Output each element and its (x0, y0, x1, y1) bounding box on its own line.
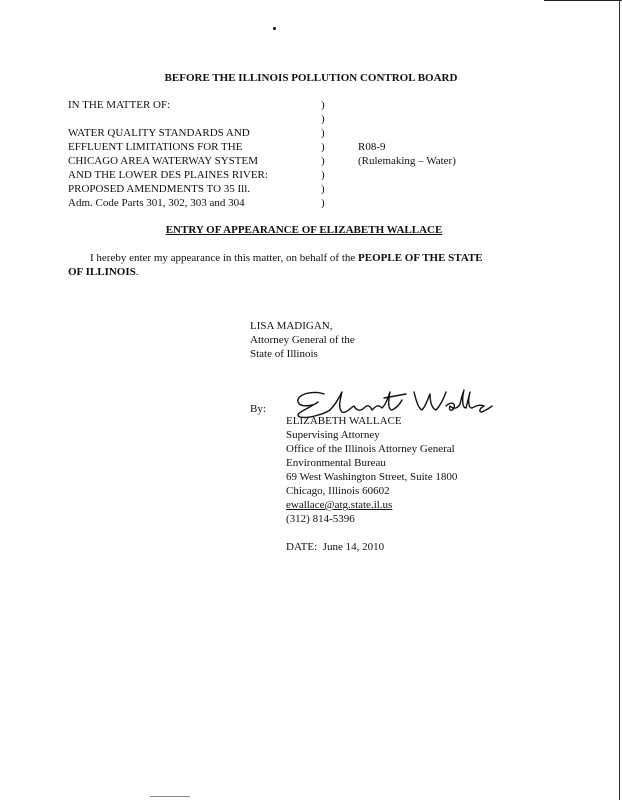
office-name: Office of the Illinois Attorney General (286, 443, 455, 455)
caption-line: WATER QUALITY STANDARDS AND (68, 127, 250, 139)
caption-block (68, 98, 318, 210)
body-line-2 (68, 265, 139, 279)
caption-parens (321, 98, 331, 210)
by-label: By: (250, 403, 266, 415)
paren: ) (321, 183, 325, 195)
ag-block (250, 319, 355, 361)
ag-state: State of Illinois (250, 348, 318, 360)
caption-line: PROPOSED AMENDMENTS TO 35 Ill. (68, 183, 251, 195)
docket-type: (Rulemaking – Water) (358, 155, 456, 167)
scan-dot (273, 27, 276, 30)
matter-label: IN THE MATTER OF: (68, 99, 171, 111)
docket-number: R08-9 (358, 141, 386, 153)
signer-name: ELIZABETH WALLACE (286, 415, 402, 427)
caption-line: Adm. Code Parts 301, 302, 303 and 304 (68, 197, 245, 209)
docket-block (358, 140, 456, 168)
body-party: PEOPLE OF THE STATE (358, 252, 483, 264)
caption-line: AND THE LOWER DES PLAINES RIVER: (68, 169, 268, 181)
phone-number: (312) 814-5396 (286, 513, 355, 525)
bureau-name: Environmental Bureau (286, 457, 386, 469)
scan-bottom-mark (150, 796, 190, 797)
scan-right-edge (619, 0, 620, 800)
date-label: DATE: (286, 541, 318, 553)
paren: ) (321, 155, 325, 167)
body-line-1 (90, 251, 483, 265)
caption-line: CHICAGO AREA WATERWAY SYSTEM (68, 155, 258, 167)
scan-edge-mark (544, 0, 622, 1)
paren: ) (321, 113, 325, 125)
body-text: I hereby enter my appearance in this matter, on behalf of the (90, 252, 359, 264)
signer-title: Supervising Attorney (286, 429, 380, 441)
email-link[interactable]: ewallace@atg.state.il.us (286, 499, 393, 511)
board-title: BEFORE THE ILLINOIS POLLUTION CONTROL BOARD (164, 72, 458, 84)
signer-block (286, 414, 457, 526)
paren: ) (321, 197, 325, 209)
street-address: 69 West Washington Street, Suite 1800 (286, 471, 458, 483)
paren: ) (321, 127, 325, 139)
date-value: June 14, 2010 (322, 541, 385, 553)
ag-name: LISA MADIGAN, (250, 320, 333, 332)
body-party-cont: OF ILLINOIS (68, 266, 136, 278)
paren: ) (321, 99, 325, 111)
paren: ) (321, 169, 325, 181)
date-line (286, 540, 384, 554)
caption-line: EFFLUENT LIMITATIONS FOR THE (68, 141, 243, 153)
city-address: Chicago, Illinois 60602 (286, 485, 390, 497)
body-period: . (135, 266, 139, 278)
entry-title: ENTRY OF APPEARANCE OF ELIZABETH WALLACE (165, 224, 443, 236)
paren: ) (321, 141, 325, 153)
ag-title: Attorney General of the (250, 334, 355, 346)
